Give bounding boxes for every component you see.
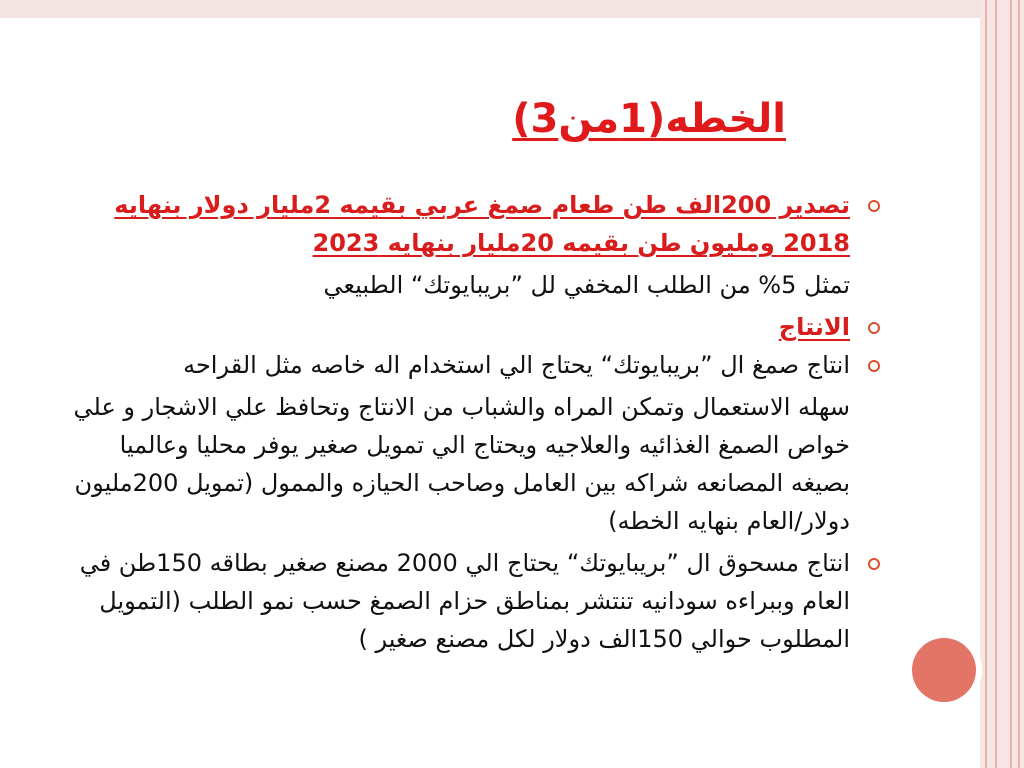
bullet-icon <box>868 558 880 570</box>
bullet-icon <box>868 200 880 212</box>
top-border <box>0 0 1024 18</box>
bullet-icon <box>868 322 880 334</box>
bullet-powder-production <box>60 544 880 658</box>
bullet-production <box>60 308 880 346</box>
stripe <box>1010 0 1012 768</box>
decorative-circle <box>912 638 976 702</box>
slide-content <box>60 186 880 658</box>
powder-production-text: انتاج مسحوق ال ”بريبايوتك“ يحتاج الي 2000 مصنع صغير بطاقه 150طن في العام وببراءه سودانيه تنتشر بمناطق حزام الصمغ حسب نمو الطلب (التمويل المطلوب حوالي 150الف دولار لكل مصنع صغير ) <box>79 549 850 653</box>
prebiotic-share-text: تمثل 5% من الطلب المخفي لل ”بريبايوتك“ الطبيعي <box>323 271 850 299</box>
production-heading: الانتاج <box>778 313 850 341</box>
gum-production-text: انتاج صمغ ال ”بريبايوتك“ يحتاج الي استخدام اله خاصه مثل القراحه <box>183 351 850 379</box>
stripe <box>995 0 997 768</box>
stripe <box>1018 0 1020 768</box>
bullet-gum-production <box>60 346 880 384</box>
stripe <box>985 0 987 768</box>
bullet-icon <box>868 360 880 372</box>
slide-title: الخطه(1من3) <box>512 96 786 142</box>
side-stripes <box>980 0 1024 768</box>
bullet-export <box>60 186 880 262</box>
tool-description-text: سهله الاستعمال وتمكن المراه والشباب من الانتاج وتحافظ علي الاشجار و علي خواص الصمغ الغذائيه والعلاجيه ويحتاج الي تمويل صغير يوفر محليا وعالميا بصيغه المصانعه شراكه بين العامل وصاحب الحيازه والممول (تمويل 200مليون دولار/العام بنهايه الخطه) <box>73 393 850 535</box>
export-text: تصدير 200الف طن طعام صمغ عربي بقيمه 2مليار دولار بنهايه 2018 ومليون طن بقيمه 20مليار بنهايه 2023 <box>114 191 850 257</box>
